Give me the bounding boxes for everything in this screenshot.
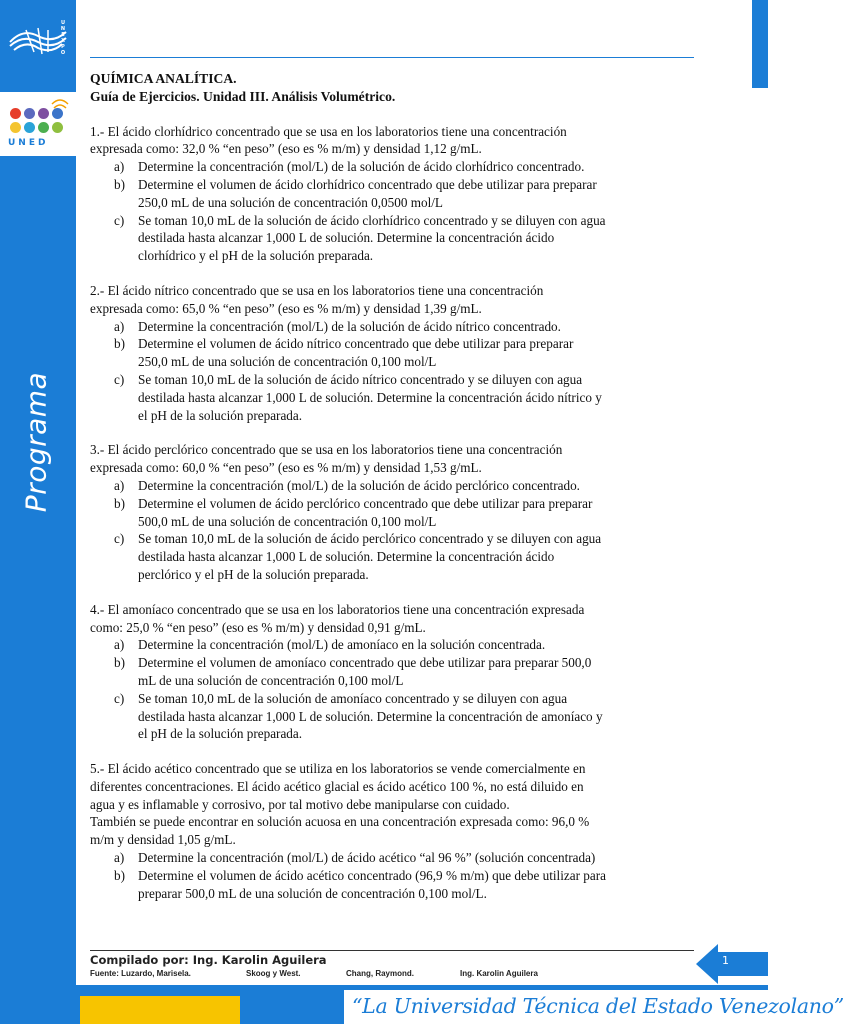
exercise-statement-line: m/m y densidad 1,05 g/mL. bbox=[90, 832, 236, 848]
item-text-line: preparar 500,0 mL de una solución de concentración 0,100 mol/L. bbox=[138, 885, 487, 901]
item-text-line: Se toman 10,0 mL de la solución de ácido clorhídrico concentrado y se diluyen con agua bbox=[138, 212, 606, 228]
exercise-item bbox=[90, 477, 696, 495]
exercise-list bbox=[90, 123, 696, 903]
uned-wordmark: UNED bbox=[8, 138, 49, 148]
exercise-4 bbox=[90, 601, 696, 743]
unexpo-logo bbox=[0, 0, 76, 82]
item-label: b) bbox=[114, 336, 125, 352]
exercise-5 bbox=[90, 760, 696, 902]
exercise-statement-line: 2.- El ácido nítrico concentrado que se usa en los laboratorios tiene una concentración bbox=[90, 282, 544, 298]
item-text-line: Determine la concentración (mol/L) de la solución de ácido nítrico concentrado. bbox=[138, 318, 561, 334]
exercise-item bbox=[90, 335, 696, 371]
blue-accent-block bbox=[240, 996, 344, 1024]
source-item: Skoog y West. bbox=[246, 969, 301, 978]
item-label: b) bbox=[114, 495, 125, 511]
exercise-items bbox=[90, 849, 696, 902]
item-text-line: clorhídrico y el pH de la solución preparada. bbox=[138, 248, 374, 264]
item-text-line: Determine el volumen de ácido clorhídrico concentrado que debe utilizar para preparar bbox=[138, 176, 597, 192]
item-text-line: el pH de la solución preparada. bbox=[138, 407, 303, 423]
sources-line bbox=[90, 969, 690, 981]
item-label: c) bbox=[114, 531, 125, 547]
item-text-line: Determine el volumen de amoníaco concentrado que debe utilizar para preparar 500,0 bbox=[138, 655, 592, 671]
exercise-statement-line: 3.- El ácido perclórico concentrado que se usa en los laboratorios tiene una concentración bbox=[90, 442, 563, 458]
item-text-line: Determine el volumen de ácido nítrico concentrado que debe utilizar para preparar bbox=[138, 336, 574, 352]
exercise-3 bbox=[90, 441, 696, 583]
exercise-statement-line: También se puede encontrar en solución acuosa en una concentración expresada como: 96,0 % bbox=[90, 814, 590, 830]
item-text-line: 250,0 mL de una solución de concentración 0,0500 mol/L bbox=[138, 194, 443, 210]
item-text-line: Determine la concentración (mol/L) de ácido acético “al 96 %” (solución concentrada) bbox=[138, 850, 596, 866]
left-sidebar bbox=[0, 0, 76, 1024]
top-right-accent-bar bbox=[752, 0, 768, 88]
item-text-line: 500,0 mL de una solución de concentración 0,100 mol/L bbox=[138, 513, 437, 529]
exercise-statement-line: como: 25,0 % “en peso” (eso es % m/m) y densidad 0,91 g/mL. bbox=[90, 619, 426, 635]
source-item: Fuente: Luzardo, Marisela. bbox=[90, 969, 191, 978]
exercise-statement-line: 1.- El ácido clorhídrico concentrado que se usa en los laboratorios tiene una concentración bbox=[90, 123, 567, 139]
item-text-line: Determine la concentración (mol/L) de la solución de ácido clorhídrico concentrado. bbox=[138, 159, 585, 175]
page-title: QUÍMICA ANALÍTICA. bbox=[90, 71, 237, 86]
exercise-items bbox=[90, 636, 696, 743]
item-label: a) bbox=[114, 850, 125, 866]
exercise-statement-line: diferentes concentraciones. El ácido acético glacial es ácido acético 100 %, no está diluido en bbox=[90, 778, 584, 794]
exercise-item bbox=[90, 530, 696, 583]
item-text-line: Se toman 10,0 mL de la solución de ácido nítrico concentrado y se diluyen con agua bbox=[138, 371, 583, 387]
logo-dot bbox=[52, 122, 63, 133]
item-label: c) bbox=[114, 212, 125, 228]
item-label: a) bbox=[114, 477, 125, 493]
page-arrow-icon bbox=[696, 944, 768, 984]
item-text-line: Determine el volumen de ácido acético concentrado (96,9 % m/m) que debe utilizar para bbox=[138, 867, 606, 883]
exercise-statement-line: 4.- El amoníaco concentrado que se usa en los laboratorios tiene una concentración expresada bbox=[90, 601, 585, 617]
item-text-line: 250,0 mL de una solución de concentración 0,100 mol/L bbox=[138, 354, 437, 370]
item-label: b) bbox=[114, 176, 125, 192]
item-text-line: Se toman 10,0 mL de la solución de amoníaco concentrado y se diluyen con agua bbox=[138, 690, 568, 706]
exercise-statement-line: agua y es inflamable y corrosivo, por tal motivo debe manipularse con cuidado. bbox=[90, 796, 510, 812]
exercise-items bbox=[90, 477, 696, 584]
exercise-item bbox=[90, 849, 696, 867]
exercise-2 bbox=[90, 282, 696, 424]
header-rule bbox=[90, 57, 694, 58]
exercise-item bbox=[90, 176, 696, 212]
slogan: “La Universidad Técnica del Estado Venezolano” bbox=[352, 994, 844, 1018]
item-text-line: perclórico y el pH de la solución preparada. bbox=[138, 566, 369, 582]
exercise-statement-line: expresada como: 65,0 % “en peso” (eso es % m/m) y densidad 1,39 g/mL. bbox=[90, 300, 482, 316]
exercise-statement-line: expresada como: 60,0 % “en peso” (eso es % m/m) y densidad 1,53 g/mL. bbox=[90, 460, 482, 476]
exercise-item bbox=[90, 690, 696, 743]
yellow-accent-band bbox=[80, 996, 240, 1024]
item-label: a) bbox=[114, 159, 125, 175]
signal-icon bbox=[52, 94, 72, 110]
item-text-line: Determine la concentración (mol/L) de la solución de ácido perclórico concentrado. bbox=[138, 477, 580, 493]
item-label: a) bbox=[114, 637, 125, 653]
source-item: Ing. Karolin Aguilera bbox=[460, 969, 538, 978]
item-text-line: Determine la concentración (mol/L) de amoníaco en la solución concentrada. bbox=[138, 637, 546, 653]
logo-dot bbox=[38, 108, 49, 119]
exercise-1 bbox=[90, 123, 696, 265]
item-label: c) bbox=[114, 371, 125, 387]
logo-dot bbox=[38, 122, 49, 133]
document-body bbox=[90, 70, 696, 902]
item-label: c) bbox=[114, 690, 125, 706]
exercise-item bbox=[90, 495, 696, 531]
exercise-item bbox=[90, 636, 696, 654]
compiled-by: Compilado por: Ing. Karolin Aguilera bbox=[90, 953, 327, 967]
item-text-line: el pH de la solución preparada. bbox=[138, 726, 303, 742]
exercise-item bbox=[90, 654, 696, 690]
item-label: a) bbox=[114, 318, 125, 334]
item-text-line: mL de una solución de concentración 0,100 mol/L bbox=[138, 672, 404, 688]
item-text-line: Se toman 10,0 mL de la solución de ácido perclórico concentrado y se diluyen con agua bbox=[138, 531, 602, 547]
logo-dot bbox=[10, 122, 21, 133]
item-text-line: destilada hasta alcanzar 1,000 L de solución. Determine la concentración de amoníaco y bbox=[138, 708, 603, 724]
exercise-item bbox=[90, 371, 696, 424]
exercise-item bbox=[90, 867, 696, 903]
item-text-line: destilada hasta alcanzar 1,000 L de solución. Determine la concentración ácido bbox=[138, 230, 555, 246]
exercise-items bbox=[90, 318, 696, 425]
exercise-statement-line: 5.- El ácido acético concentrado que se utiliza en los laboratorios se vende comercialmente en bbox=[90, 761, 586, 777]
item-label: b) bbox=[114, 867, 125, 883]
logo-dot bbox=[24, 108, 35, 119]
page-subtitle: Guía de Ejercicios. Unidad III. Análisis Volumétrico. bbox=[90, 88, 396, 104]
item-label: b) bbox=[114, 655, 125, 671]
logo-dot bbox=[10, 108, 21, 119]
exercise-item bbox=[90, 158, 696, 176]
exercise-items bbox=[90, 158, 696, 265]
item-text-line: destilada hasta alcanzar 1,000 L de solución. Determine la concentración ácido nítrico y bbox=[138, 389, 602, 405]
unexpo-vertical-text: U N E X P O bbox=[60, 20, 66, 56]
source-item: Chang, Raymond. bbox=[346, 969, 415, 978]
exercise-statement-line: expresada como: 32,0 % “en peso” (eso es % m/m) y densidad 1,12 g/mL. bbox=[90, 141, 482, 157]
item-text-line: Determine el volumen de ácido perclórico concentrado que debe utilizar para preparar bbox=[138, 495, 593, 511]
exercise-item bbox=[90, 318, 696, 336]
footer-rule bbox=[90, 950, 694, 951]
page-number: 1 bbox=[722, 954, 729, 967]
exercise-item bbox=[90, 212, 696, 265]
logo-dot bbox=[24, 122, 35, 133]
programa-vertical-label: Programa bbox=[19, 371, 53, 513]
item-text-line: destilada hasta alcanzar 1,000 L de solución. Determine la concentración ácido bbox=[138, 549, 555, 565]
